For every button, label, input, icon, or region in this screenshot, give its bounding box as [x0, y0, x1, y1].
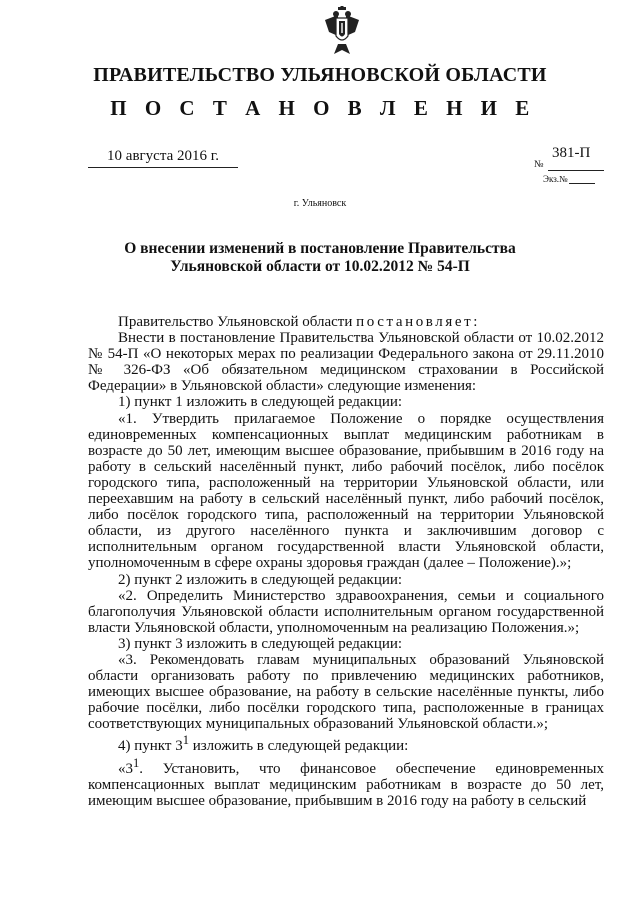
- document-body: [88, 314, 604, 809]
- coat-of-arms-icon: [323, 6, 361, 58]
- item31-end: . Установить, что финансовое обеспечение единовременных компенсационных выплат медицинским работникам в возрасте до 50 лет, имеющим высшее образование, прибывшим в 2016 году на работу в сельский: [88, 760, 604, 809]
- city: г. Ульяновск: [293, 198, 347, 209]
- body-paragraph: 2) пункт 2 изложить в следующей редакции:: [118, 571, 403, 588]
- body-paragraph: 3) пункт 3 изложить в следующей редакции:: [118, 635, 403, 652]
- preamble-text: Правительство Ульяновской области: [118, 314, 353, 330]
- item31-superscript: 1: [133, 755, 140, 770]
- government-title: ПРАВИТЕЛЬСТВО УЛЬЯНОВСКОЙ ОБЛАСТИ: [93, 64, 547, 86]
- document-subject: [0, 240, 640, 276]
- number-underline: [548, 170, 604, 171]
- body-paragraph: «2. Определить Министерство здравоохранения, семьи и социального благополучия Ульяновской области исполнительным органом государственной власти Ульяновской области, уполномоченным на реализацию Положения.»;: [88, 587, 604, 636]
- item31-start: «3: [118, 760, 133, 777]
- number-sign: №: [534, 159, 544, 170]
- body-paragraph: [88, 732, 604, 754]
- body-paragraph: [88, 755, 604, 809]
- item4-end: изложить в следующей редакции:: [188, 738, 409, 755]
- preamble-verb: постановляет:: [356, 314, 481, 330]
- subject-line-1: О внесении изменений в постановление Правительства: [124, 240, 516, 257]
- item4-start: 4) пункт 3: [118, 738, 183, 755]
- copy-number-line: [569, 183, 595, 184]
- body-paragraph: Внести в постановление Правительства Ульяновской области от 10.02.2012 № 54-П «О некоторых мерах по реализации Федерального закона от 29.11.2010 № 326-ФЗ «Об обязательном медицинском страховании в Российской Федерации» в Ульяновской области» следующие изменения:: [88, 330, 604, 395]
- body-paragraph: «1. Утвердить прилагаемое Положение о порядке осуществления единовременных компенсационных выплат медицинским работникам в возрасте до 50 лет, имеющим высшее образование, прибывшим в 2016 году на работу в сельский населённый пункт, либо рабочий посёлок, либо посёлок городского типа, расположенный на территории Ульяновской области, или переехавшим на работу в сельский населённый пункт, либо рабочий посёлок, либо посёлок городского типа, расположенный на территории Ульяновской области, из другого населённого пункта и заключившим договор с исполнительным органом государственной власти Ульяновской области, уполномоченным в сфере охраны здоровья граждан (далее – Положение).»;: [88, 410, 604, 572]
- copy-number: [543, 174, 595, 184]
- body-paragraph: [88, 314, 604, 330]
- document-number: 381-П: [552, 145, 591, 161]
- document-date: 10 августа 2016 г.: [88, 148, 238, 168]
- body-paragraph: «3. Рекомендовать главам муниципальных образований Ульяновской области организовать работу по привлечению медицинских работников, имеющих высшее образование, на работу в сельские населённые пункты, либо рабочие посёлки, либо посёлки городского типа, расположенные в границах соответствующих муниципальных образований Ульяновской области.»;: [88, 651, 604, 733]
- item4-superscript: 1: [182, 733, 189, 748]
- copy-number-label: Экз.№: [543, 174, 568, 184]
- subject-line-2: Ульяновской области от 10.02.2012 № 54-П: [170, 258, 470, 275]
- document-type: П О С Т А Н О В Л Е Н И Е: [110, 96, 536, 120]
- body-paragraph: 1) пункт 1 изложить в следующей редакции:: [118, 394, 403, 411]
